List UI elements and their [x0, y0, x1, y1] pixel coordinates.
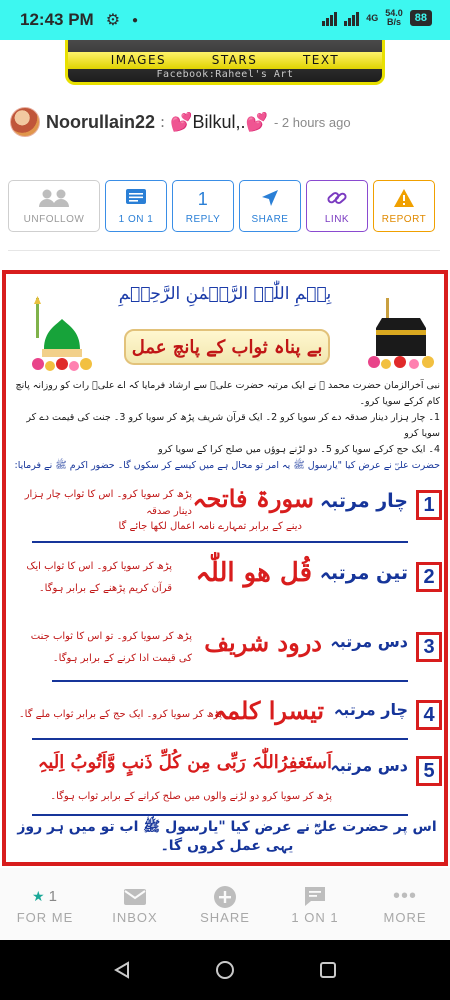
poster-item-3	[12, 624, 442, 684]
more-dots-icon: •••	[392, 885, 417, 907]
poster-item-desc: پڑھ کر سویا کرو۔ اس کا ثواب ایک	[26, 561, 172, 572]
nav-share[interactable]	[185, 884, 265, 925]
nav-one-on-one-label: 1 ON 1	[291, 909, 339, 925]
poster-item-name: اَستَغفِرُاللّٰہَ رَبِّی مِن کُلِّ ذَنبٍ وَّاَتُوبُ اِلَیہِ	[37, 752, 332, 773]
divider	[8, 250, 440, 251]
poster-item-underline	[32, 814, 408, 816]
nav-inbox[interactable]	[95, 884, 175, 925]
kaaba-icon	[364, 296, 440, 374]
chat-icon	[125, 188, 147, 210]
star-icon: ★	[32, 888, 46, 904]
poster-item-desc: پڑھ کر سویا کرو۔ ایک حج کے برابر ثواب ملے گا۔	[18, 709, 222, 720]
green-dome-icon	[24, 294, 96, 374]
users-icon	[37, 188, 71, 210]
heart-emoji-icon: 💕	[245, 111, 268, 133]
warning-icon	[393, 188, 415, 210]
poster-item-desc: پڑھ کر سویا کرو۔ اس کا ثواب چار ہزار دینار صدقہ	[24, 489, 192, 517]
poster-item-underline	[32, 738, 408, 740]
banner-tab-stars[interactable]: STARS	[211, 53, 258, 67]
avatar[interactable]	[10, 107, 40, 137]
post-time: - 2 hours ago	[273, 114, 351, 130]
post-header	[10, 106, 440, 138]
post-separator: :	[160, 113, 166, 131]
nav-inbox-label: INBOX	[112, 909, 158, 925]
poster-title: بے پناہ ثواب کے پانچ عمل	[124, 329, 330, 365]
poster-item-name: درود شریف	[204, 628, 322, 657]
post-actions	[8, 180, 440, 232]
banner-tabs	[68, 53, 382, 67]
poster-item-desc-2: قرآن کریم پڑھنے کے برابر ہوگا۔	[38, 583, 172, 594]
one-on-one-label: 1 ON 1	[118, 213, 154, 225]
poster-item-number: 2	[416, 562, 442, 592]
nav-for-me[interactable]	[5, 884, 85, 925]
poster-intro-line-3: 4۔ ایک حج کرکے سویا کرو 5۔ دو لڑنے ہوؤں میں صلح کرا کے سویا کرو	[158, 444, 440, 455]
one-on-one-button[interactable]	[105, 180, 167, 232]
heart-emoji-icon: 💕	[170, 111, 193, 133]
network-speed-unit: B/s	[386, 17, 401, 27]
signal-2-icon	[344, 10, 359, 26]
nav-more[interactable]	[365, 884, 445, 925]
poster-item-desc-2: کی قیمت ادا کرنے کے برابر ہوگا۔	[52, 653, 192, 664]
post-username[interactable]: Noorullain22	[46, 111, 156, 132]
poster-item-2	[12, 552, 442, 618]
poster-item-name: سورۃ فاتحہ	[192, 484, 314, 513]
status-indicators	[322, 9, 432, 27]
send-arrow-icon	[260, 188, 280, 210]
nav-one-on-one[interactable]	[275, 884, 355, 925]
unfollow-label: UNFOLLOW	[23, 213, 85, 225]
poster-item-count: دس مرتبہ	[330, 756, 408, 775]
report-button[interactable]	[373, 180, 435, 232]
poster-item-name: تیسرا کلمہ	[213, 696, 324, 725]
network-speed-block	[385, 9, 403, 27]
signal-icon	[322, 10, 337, 26]
banner-tab-images[interactable]: IMAGES	[110, 53, 167, 67]
link-button[interactable]	[306, 180, 368, 232]
reply-label: REPLY	[185, 213, 221, 225]
battery-level: 88	[410, 10, 432, 26]
poster-item-count: دس مرتبہ	[330, 632, 408, 651]
unfollow-button[interactable]	[8, 180, 100, 232]
share-label: SHARE	[251, 213, 289, 225]
post-image[interactable]	[2, 270, 448, 866]
status-bar	[0, 0, 450, 40]
bottom-nav	[0, 868, 450, 940]
nav-for-me-indicator	[32, 884, 58, 910]
poster-item-5	[12, 748, 442, 818]
settings-gear-icon: ⚙	[105, 12, 121, 29]
poster-item-desc: پڑھ کر سویا کرو۔ تو اس کا ثواب جنت	[30, 631, 192, 642]
poster-item-name: قُل ھو اللّٰہ	[195, 558, 312, 588]
share-button[interactable]	[239, 180, 301, 232]
poster-bismillah: بِسۡمِ اللّٰہِ الرَّحۡمٰنِ الرَّحِیۡمِ	[118, 284, 332, 304]
poster-item-desc-2: دینے کے برابر تمہارے نامہ اعمال لکھا جائے گا	[118, 521, 302, 532]
link-label: LINK	[324, 213, 350, 225]
nav-share-label: SHARE	[200, 909, 250, 925]
poster-item-number: 5	[416, 756, 442, 786]
poster-item-count: تین مرتبہ	[319, 562, 408, 584]
reply-button[interactable]	[172, 180, 234, 232]
home-icon[interactable]	[205, 950, 245, 990]
post-message: Bilkul,.	[192, 111, 246, 132]
poster-item-number: 1	[416, 490, 442, 520]
notification-dot-icon: ●	[132, 14, 139, 26]
nav-more-label: MORE	[383, 909, 427, 925]
banner-credit: Facebook:Raheel's Art	[156, 69, 294, 80]
poster-intro	[14, 378, 440, 474]
poster-footer: اس پر حضرت علیؓ نے عرض کیا "یارسول ﷺ اب تو میں ہر روز یہی عمل کروں گا۔	[17, 819, 437, 854]
envelope-icon	[124, 884, 146, 910]
for-me-count: 1	[48, 888, 58, 905]
poster-item-desc: پڑھ کر سویا کرو دو لڑنے والوں میں صلح کرانے کے برابر ثواب ہوگا۔	[50, 791, 332, 802]
nav-for-me-label: FOR ME	[16, 909, 74, 925]
back-icon[interactable]	[102, 950, 142, 990]
poster-item-count: چار مرتبہ	[320, 490, 408, 512]
poster-item-underline	[32, 541, 408, 543]
report-label: REPORT	[381, 213, 427, 225]
network-type: 4G	[366, 12, 379, 23]
poster-intro-line-4: حضرت علیؓ نے عرض کیا "یارسول ﷺ یہ امر تو محال ہے میں کیسے کر سکوں گا۔ حضور اکرم ﷺ نے فرمایا:	[14, 460, 440, 471]
network-speed: 54.0	[385, 8, 403, 18]
poster-item-number: 3	[416, 632, 442, 662]
system-nav-bar	[0, 940, 450, 1000]
category-banner	[65, 40, 385, 85]
poster-item-underline	[52, 680, 408, 682]
poster-intro-line-2: 1۔ چار ہزار دینار صدقہ دے کر سویا کرو 2۔ ایک قرآن شریف پڑھ کر سویا کرو 3۔ جنت کی قیمت دے کر سویا کرو	[26, 412, 440, 439]
plus-circle-icon	[214, 884, 236, 910]
banner-tab-text[interactable]: TEXT	[302, 53, 340, 67]
chat-bubble-icon	[304, 884, 326, 910]
recents-icon[interactable]	[308, 950, 348, 990]
status-time: 12:43 PM	[20, 10, 94, 29]
poster-item-number: 4	[416, 700, 442, 730]
poster-item-1	[12, 484, 442, 544]
poster-item-4	[12, 692, 442, 740]
link-chain-icon	[326, 188, 348, 210]
reply-count: 1	[197, 188, 209, 209]
poster-intro-line-1: نبی آخرالزمان حضرت محمد ﷺ نے ایک مرتبہ حضرت علیؓ سے ارشاد فرمایا کہ اے علیؓ رات کو روزانہ پانچ کام کرکے سویا کرو۔	[15, 380, 440, 407]
poster-item-count: چار مرتبہ	[333, 700, 408, 719]
